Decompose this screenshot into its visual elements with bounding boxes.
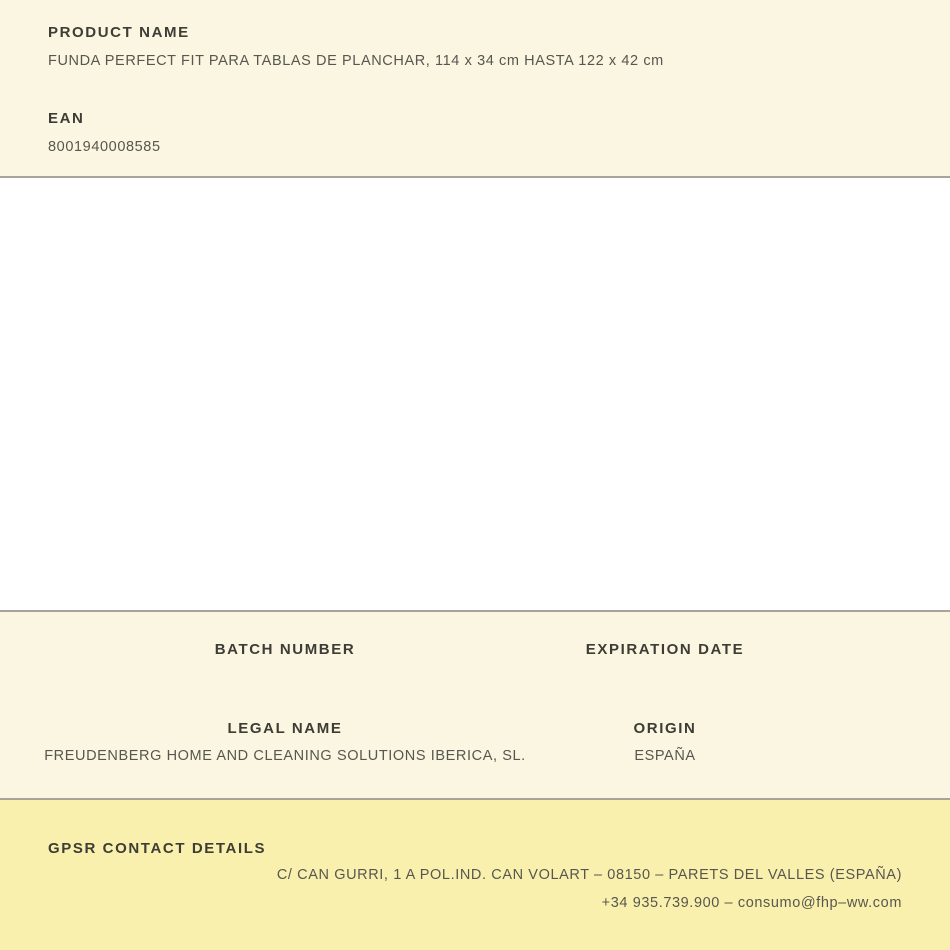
product-name-label: PRODUCT NAME [48,24,190,41]
expiration-date-label: EXPIRATION DATE [585,641,745,658]
details-section [0,612,950,800]
gpsr-contact-section [0,800,950,950]
legal-name-value: FREUDENBERG HOME AND CLEANING SOLUTIONS IBERICA, SL. [44,748,526,764]
ean-value: 8001940008585 [48,139,161,155]
product-name-value: FUNDA PERFECT FIT PARA TABLAS DE PLANCHAR, 114 x 34 cm HASTA 122 x 42 cm [48,53,664,69]
legal-name-label: LEGAL NAME [227,720,343,737]
origin-label: ORIGIN [633,720,697,737]
contact-phone-email: +34 935.739.900 – consumo@fhp–ww.com [601,895,902,911]
product-image-area [0,178,950,612]
product-info-section [0,0,950,178]
contact-address: C/ CAN GURRI, 1 A POL.IND. CAN VOLART – 08150 – PARETS DEL VALLES (ESPAÑA) [276,867,902,883]
legal-origin-row [0,720,950,765]
origin-value: ESPAÑA [634,748,696,764]
batch-expiration-row [0,641,950,668]
gpsr-contact-header: GPSR CONTACT DETAILS [48,840,267,857]
ean-label: EAN [48,110,85,127]
batch-number-label: BATCH NUMBER [214,641,356,658]
